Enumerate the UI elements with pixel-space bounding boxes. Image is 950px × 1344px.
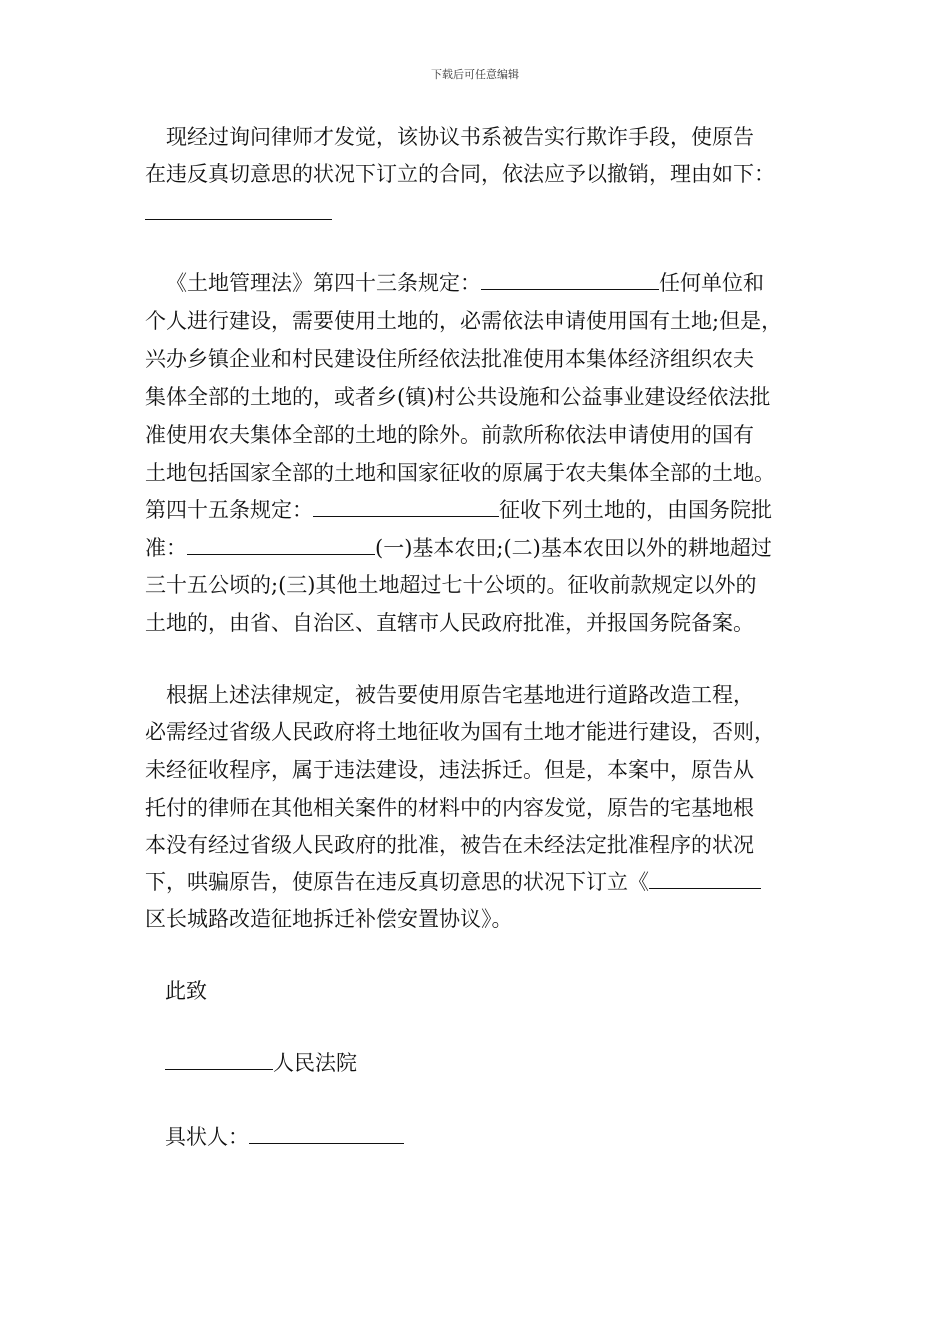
blank-field [249, 1125, 404, 1144]
para2-line9: 三十五公顷的;(三)其他土地超过七十公顷的。征收前款规定以外的 [145, 573, 757, 597]
page-header: 下载后可任意编辑 [431, 68, 519, 81]
para3-line7: 区长城路改造征地拆迁补偿安置协议》。 [145, 907, 513, 931]
para1-line1: 现经过询问律师才发觉，该协议书系被告实行欺诈手段，使原告 [166, 125, 754, 149]
para2-line2: 个人进行建设，需要使用土地的，必需依法申请使用国有土地;但是， [145, 309, 783, 333]
para3-line1: 根据上述法律规定，被告要使用原告宅基地进行道路改造工程， [166, 683, 754, 707]
blank-field [649, 870, 761, 889]
para3-line5: 本没有经过省级人民政府的批准，被告在未经法定批准程序的状况 [145, 833, 754, 857]
para2-line7 [145, 497, 772, 523]
salutation: 此致 [165, 979, 207, 1003]
signer-label: 具状人： [165, 1125, 249, 1149]
text: 征收下列土地的，由国务院批 [499, 498, 772, 522]
para2-line1 [166, 270, 764, 296]
text: 《土地管理法》第四十三条规定： [166, 271, 481, 295]
text: (一)基本农田;(二)基本农田以外的耕地超过 [375, 536, 772, 560]
signer-line [165, 1124, 404, 1150]
para2-line3: 兴办乡镇企业和村民建设住所经依法批准使用本集体经济组织农夫 [145, 347, 754, 371]
para1-line2: 在违反真切意思的状况下订立的合同，依法应予以撤销，理由如下： [145, 162, 775, 186]
court-suffix: 人民法院 [273, 1051, 357, 1075]
para2-line10: 土地的，由省、自治区、直辖市人民政府批准，并报国务院备案。 [145, 611, 754, 635]
blank-field [481, 271, 659, 290]
para2-line8 [145, 535, 772, 561]
para3-line3: 未经征收程序，属于违法建设，违法拆迁。但是，本案中，原告从 [145, 758, 754, 782]
court-line [165, 1050, 357, 1076]
blank-field [187, 536, 375, 555]
text: 任何单位和 [659, 271, 764, 295]
para3-line2: 必需经过省级人民政府将土地征收为国有土地才能进行建设，否则， [145, 720, 775, 744]
para1-blank-line [145, 200, 332, 226]
blank-field [313, 498, 499, 517]
text: 第四十五条规定： [145, 498, 313, 522]
blank-field [165, 1051, 273, 1070]
para2-line4: 集体全部的土地的，或者乡(镇)村公共设施和公益事业建设经依法批 [145, 385, 771, 409]
blank-field [145, 201, 332, 220]
para3-line6 [145, 869, 761, 895]
para2-line5: 准使用农夫集体全部的土地的除外。前款所称依法申请使用的国有 [145, 423, 754, 447]
text: 准： [145, 536, 187, 560]
text: 下，哄骗原告，使原告在违反真切意思的状况下订立《 [145, 870, 649, 894]
para3-line4: 托付的律师在其他相关案件的材料中的内容发觉，原告的宅基地根 [145, 796, 754, 820]
para2-line6: 土地包括国家全部的土地和国家征收的原属于农夫集体全部的土地。 [145, 461, 775, 485]
